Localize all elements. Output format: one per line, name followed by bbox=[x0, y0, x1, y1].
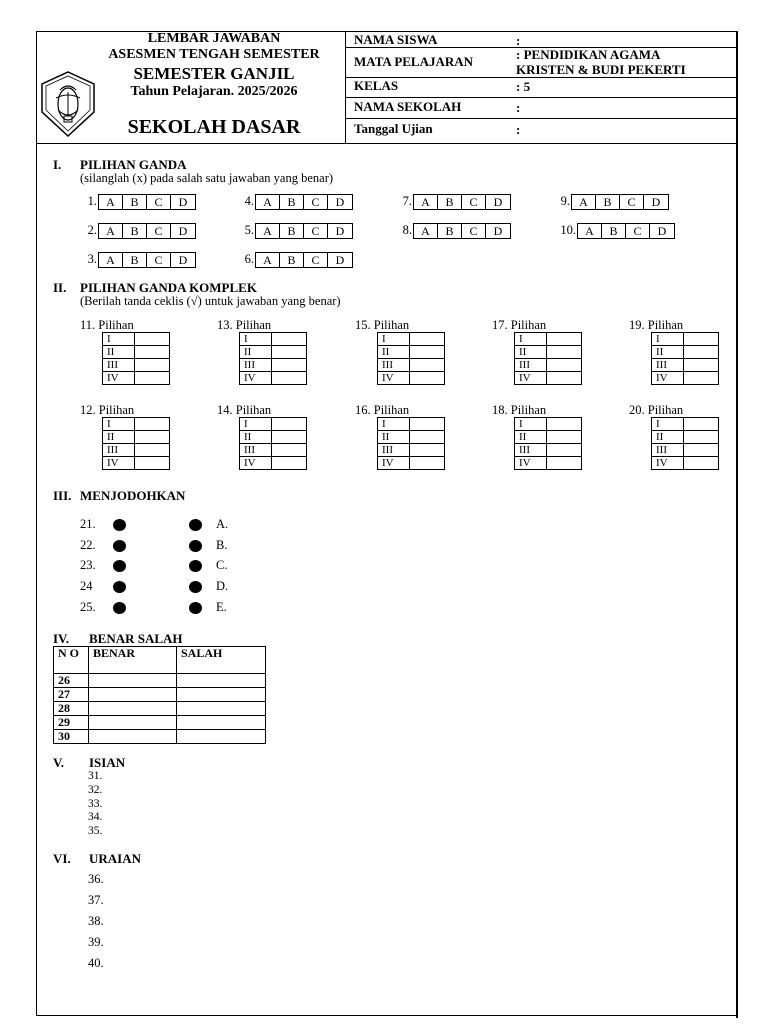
complex-choice-label: 20. Pilihan bbox=[629, 403, 684, 417]
match-left-number: 23. bbox=[80, 558, 96, 572]
section-4-title: BENAR SALAH bbox=[89, 631, 183, 646]
checkmark-cell[interactable] bbox=[684, 333, 719, 346]
match-right-dot[interactable] bbox=[189, 560, 202, 572]
statement-number: IV bbox=[515, 372, 547, 385]
table-row bbox=[652, 457, 719, 470]
mc-option-a[interactable]: A bbox=[99, 195, 123, 209]
statement-number: III bbox=[515, 359, 547, 372]
checkmark-cell[interactable] bbox=[135, 444, 170, 457]
info-row-divider bbox=[346, 77, 738, 78]
mc-item-number: 1. bbox=[87, 194, 97, 208]
value-mata-pelajaran[interactable]: : PENDIDIKAN AGAMA bbox=[516, 47, 661, 62]
complex-choice-table bbox=[377, 417, 445, 470]
title-semester: SEMESTER GANJIL bbox=[133, 64, 295, 83]
mc-option-c[interactable]: C bbox=[462, 224, 486, 238]
value-mata-pelajaran-line2: KRISTEN & BUDI PEKERTI bbox=[516, 62, 686, 77]
table-row bbox=[103, 372, 170, 385]
checkmark-cell[interactable] bbox=[547, 359, 582, 372]
mc-item-number: 4. bbox=[244, 194, 254, 208]
benar-cell[interactable] bbox=[89, 674, 177, 688]
mc-item-number: 9. bbox=[560, 194, 570, 208]
isian-item[interactable]: 35. bbox=[88, 825, 103, 837]
salah-cell[interactable] bbox=[177, 688, 266, 702]
section-5-number: V. bbox=[53, 755, 64, 770]
statement-number: I bbox=[515, 333, 547, 346]
mc-option-group bbox=[255, 223, 353, 239]
statement-number: IV bbox=[240, 372, 272, 385]
statement-number: III bbox=[378, 444, 410, 457]
table-row bbox=[515, 346, 582, 359]
mc-option-a[interactable]: A bbox=[99, 224, 123, 238]
mc-option-a[interactable]: A bbox=[572, 195, 596, 209]
checkmark-cell[interactable] bbox=[547, 372, 582, 385]
table-row bbox=[515, 372, 582, 385]
match-right-letter: A. bbox=[216, 517, 229, 531]
section-5-title: ISIAN bbox=[89, 755, 126, 770]
mc-option-c[interactable]: C bbox=[147, 224, 171, 238]
checkmark-cell[interactable] bbox=[684, 359, 719, 372]
row-number: 29 bbox=[54, 716, 89, 730]
uraian-item[interactable]: 39. bbox=[88, 935, 104, 949]
checkmark-cell[interactable] bbox=[272, 333, 307, 346]
checkmark-cell[interactable] bbox=[135, 431, 170, 444]
table-row bbox=[103, 431, 170, 444]
title-asesmen: ASESMEN TENGAH SEMESTER bbox=[108, 47, 320, 62]
table-row bbox=[515, 457, 582, 470]
complex-choice-table bbox=[651, 417, 719, 470]
statement-number: I bbox=[103, 333, 135, 346]
mc-option-group bbox=[255, 194, 353, 210]
checkmark-cell[interactable] bbox=[410, 346, 445, 359]
section-2-instruction: (Berilah tanda ceklis (√) untuk jawaban yang benar) bbox=[80, 294, 341, 308]
statement-number: IV bbox=[378, 372, 410, 385]
checkmark-cell[interactable] bbox=[135, 372, 170, 385]
table-row bbox=[103, 346, 170, 359]
statement-number: I bbox=[378, 333, 410, 346]
value-kelas[interactable]: : 5 bbox=[516, 79, 531, 94]
mc-option-b[interactable]: B bbox=[280, 195, 304, 209]
statement-number: I bbox=[515, 418, 547, 431]
complex-choice-table bbox=[102, 332, 170, 385]
benar-cell[interactable] bbox=[89, 688, 177, 702]
checkmark-cell[interactable] bbox=[547, 418, 582, 431]
checkmark-cell[interactable] bbox=[547, 333, 582, 346]
table-row bbox=[240, 418, 307, 431]
checkmark-cell[interactable] bbox=[410, 333, 445, 346]
complex-choice-table bbox=[377, 332, 445, 385]
statement-number: IV bbox=[103, 372, 135, 385]
mc-option-a[interactable]: A bbox=[99, 253, 123, 267]
mc-option-group bbox=[577, 223, 675, 239]
mc-option-d[interactable]: D bbox=[178, 224, 188, 238]
section-2-title: PILIHAN GANDA KOMPLEK bbox=[80, 280, 257, 295]
table-row bbox=[240, 372, 307, 385]
table-row bbox=[103, 457, 170, 470]
salah-cell[interactable] bbox=[177, 730, 266, 744]
mc-option-d[interactable]: D bbox=[335, 224, 345, 238]
isian-item[interactable]: 32. bbox=[88, 784, 103, 796]
statement-number: II bbox=[240, 431, 272, 444]
mc-option-a[interactable]: A bbox=[578, 224, 602, 238]
mc-item-number: 8. bbox=[402, 223, 412, 237]
checkmark-cell[interactable] bbox=[684, 431, 719, 444]
statement-number: III bbox=[240, 444, 272, 457]
section-1-title: PILIHAN GANDA bbox=[80, 157, 187, 172]
match-right-letter: C. bbox=[216, 558, 228, 572]
mc-option-b[interactable]: B bbox=[280, 253, 304, 267]
column-header-no: N O bbox=[54, 647, 89, 674]
checkmark-cell[interactable] bbox=[684, 372, 719, 385]
statement-number: I bbox=[652, 418, 684, 431]
statement-number: II bbox=[515, 431, 547, 444]
mc-option-group bbox=[98, 194, 196, 210]
mc-item-number: 5. bbox=[244, 223, 254, 237]
mc-option-group bbox=[413, 194, 511, 210]
value-nama-sekolah[interactable]: : bbox=[516, 100, 521, 115]
mc-option-a[interactable]: A bbox=[256, 195, 280, 209]
salah-cell[interactable] bbox=[177, 702, 266, 716]
table-row bbox=[515, 418, 582, 431]
mc-option-a[interactable]: A bbox=[256, 253, 280, 267]
mc-option-c[interactable]: C bbox=[304, 253, 328, 267]
table-row bbox=[652, 359, 719, 372]
complex-choice-table bbox=[514, 417, 582, 470]
row-number: 28 bbox=[54, 702, 89, 716]
checkmark-cell[interactable] bbox=[547, 457, 582, 470]
statement-number: III bbox=[378, 359, 410, 372]
table-row bbox=[378, 457, 445, 470]
isian-item[interactable]: 31. bbox=[88, 770, 103, 782]
mc-option-d[interactable]: D bbox=[335, 195, 345, 209]
mc-option-c[interactable]: C bbox=[147, 253, 171, 267]
match-right-letter: B. bbox=[216, 538, 228, 552]
section-1-number: I. bbox=[53, 157, 62, 172]
checkmark-cell[interactable] bbox=[684, 346, 719, 359]
complex-choice-label: 16. Pilihan bbox=[355, 403, 410, 417]
section-4-number: IV. bbox=[53, 631, 70, 646]
mc-option-b[interactable]: B bbox=[123, 253, 147, 267]
statement-number: II bbox=[103, 431, 135, 444]
table-row bbox=[103, 418, 170, 431]
mc-option-group bbox=[571, 194, 669, 210]
match-right-letter: E. bbox=[216, 600, 227, 614]
checkmark-cell[interactable] bbox=[547, 444, 582, 457]
checkmark-cell[interactable] bbox=[135, 346, 170, 359]
checkmark-cell[interactable] bbox=[272, 457, 307, 470]
label-nama-sekolah: NAMA SEKOLAH bbox=[354, 99, 462, 114]
table-row bbox=[240, 457, 307, 470]
statement-number: I bbox=[240, 418, 272, 431]
mc-option-c[interactable]: C bbox=[304, 195, 328, 209]
match-left-number: 24 bbox=[80, 579, 93, 593]
row-number: 27 bbox=[54, 688, 89, 702]
match-left-number: 21. bbox=[80, 517, 96, 531]
table-row bbox=[378, 418, 445, 431]
match-left-dot[interactable] bbox=[113, 581, 126, 593]
mc-item-number: 6. bbox=[244, 252, 254, 266]
info-row-divider bbox=[346, 97, 738, 98]
benar-cell[interactable] bbox=[89, 716, 177, 730]
table-row bbox=[54, 730, 266, 744]
match-left-dot[interactable] bbox=[113, 560, 126, 572]
match-left-dot[interactable] bbox=[113, 602, 126, 614]
title-tahun-pelajaran: Tahun Pelajaran. 2025/2026 bbox=[130, 84, 298, 99]
match-right-dot[interactable] bbox=[189, 602, 202, 614]
label-mata-pelajaran: MATA PELAJARAN bbox=[354, 54, 474, 69]
checkmark-cell[interactable] bbox=[135, 333, 170, 346]
mc-option-group bbox=[98, 252, 196, 268]
statement-number: IV bbox=[652, 457, 684, 470]
label-kelas: KELAS bbox=[354, 78, 399, 93]
table-row bbox=[378, 346, 445, 359]
mc-option-b[interactable]: B bbox=[602, 224, 626, 238]
statement-number: II bbox=[378, 431, 410, 444]
mc-option-group bbox=[98, 223, 196, 239]
mc-item-number: 3. bbox=[87, 252, 97, 266]
statement-number: I bbox=[103, 418, 135, 431]
complex-choice-label: 15. Pilihan bbox=[355, 318, 410, 332]
table-row bbox=[652, 418, 719, 431]
mc-item-number: 7. bbox=[402, 194, 412, 208]
statement-number: II bbox=[378, 346, 410, 359]
table-row bbox=[240, 444, 307, 457]
title-lembar-jawaban: LEMBAR JAWABAN bbox=[147, 31, 281, 46]
statement-number: IV bbox=[240, 457, 272, 470]
checkmark-cell[interactable] bbox=[684, 457, 719, 470]
column-header-benar: BENAR bbox=[89, 647, 177, 674]
mc-option-c[interactable]: C bbox=[462, 195, 486, 209]
checkmark-cell[interactable] bbox=[272, 418, 307, 431]
statement-number: II bbox=[652, 346, 684, 359]
complex-choice-label: 11. Pilihan bbox=[80, 318, 134, 332]
mc-option-a[interactable]: A bbox=[256, 224, 280, 238]
match-right-dot[interactable] bbox=[189, 519, 202, 531]
statement-number: IV bbox=[652, 372, 684, 385]
salah-cell[interactable] bbox=[177, 674, 266, 688]
statement-number: II bbox=[103, 346, 135, 359]
frame-right-edge bbox=[736, 144, 738, 1018]
title-sekolah-dasar: SEKOLAH DASAR bbox=[127, 116, 301, 138]
table-row bbox=[54, 688, 266, 702]
mc-option-c[interactable]: C bbox=[626, 224, 650, 238]
complex-choice-label: 18. Pilihan bbox=[492, 403, 547, 417]
checkmark-cell[interactable] bbox=[410, 444, 445, 457]
info-row-divider bbox=[346, 118, 738, 119]
table-row bbox=[240, 346, 307, 359]
table-row bbox=[240, 431, 307, 444]
statement-number: II bbox=[240, 346, 272, 359]
isian-item[interactable]: 33. bbox=[88, 798, 103, 810]
mc-option-b[interactable]: B bbox=[280, 224, 304, 238]
match-right-letter: D. bbox=[216, 579, 229, 593]
table-row bbox=[652, 372, 719, 385]
table-row bbox=[103, 333, 170, 346]
column-header-salah: SALAH bbox=[177, 647, 266, 674]
statement-number: IV bbox=[515, 457, 547, 470]
complex-choice-table bbox=[651, 332, 719, 385]
table-row bbox=[378, 444, 445, 457]
table-row bbox=[515, 431, 582, 444]
checkmark-cell[interactable] bbox=[410, 457, 445, 470]
isian-item[interactable]: 34. bbox=[88, 811, 103, 823]
table-row bbox=[652, 444, 719, 457]
section-1-instruction: (silanglah (x) pada salah satu jawaban yang benar) bbox=[80, 171, 334, 185]
match-left-dot[interactable] bbox=[113, 540, 126, 552]
mc-option-b[interactable]: B bbox=[438, 224, 462, 238]
mc-option-c[interactable]: C bbox=[147, 195, 171, 209]
checkmark-cell[interactable] bbox=[272, 359, 307, 372]
mc-option-d[interactable]: D bbox=[493, 195, 503, 209]
section-3-number: III. bbox=[53, 488, 72, 503]
checkmark-cell[interactable] bbox=[135, 418, 170, 431]
complex-choice-label: 17. Pilihan bbox=[492, 318, 547, 332]
complex-choice-table bbox=[239, 332, 307, 385]
checkmark-cell[interactable] bbox=[272, 346, 307, 359]
match-right-dot[interactable] bbox=[189, 581, 202, 593]
mc-option-b[interactable]: B bbox=[438, 195, 462, 209]
mc-option-c[interactable]: C bbox=[620, 195, 644, 209]
statement-number: IV bbox=[103, 457, 135, 470]
mc-item-number: 10. bbox=[560, 223, 576, 237]
checkmark-cell[interactable] bbox=[135, 457, 170, 470]
statement-number: III bbox=[652, 444, 684, 457]
complex-choice-table bbox=[102, 417, 170, 470]
mc-option-d[interactable]: D bbox=[651, 195, 661, 209]
row-number: 30 bbox=[54, 730, 89, 744]
table-header-row bbox=[54, 647, 266, 674]
table-row bbox=[515, 359, 582, 372]
table-row bbox=[54, 716, 266, 730]
mc-option-d[interactable]: D bbox=[493, 224, 503, 238]
value-nama-siswa[interactable]: : bbox=[516, 33, 521, 48]
statement-number: III bbox=[103, 359, 135, 372]
statement-number: II bbox=[515, 346, 547, 359]
row-number: 26 bbox=[54, 674, 89, 688]
table-row bbox=[240, 359, 307, 372]
table-row bbox=[652, 346, 719, 359]
benar-cell[interactable] bbox=[89, 730, 177, 744]
checkmark-cell[interactable] bbox=[684, 418, 719, 431]
complex-choice-label: 12. Pilihan bbox=[80, 403, 135, 417]
complex-choice-table bbox=[239, 417, 307, 470]
table-row bbox=[54, 702, 266, 716]
complex-choice-table bbox=[514, 332, 582, 385]
mc-option-d[interactable]: D bbox=[178, 253, 188, 267]
mc-option-a[interactable]: A bbox=[414, 195, 438, 209]
table-row bbox=[378, 372, 445, 385]
complex-choice-label: 14. Pilihan bbox=[217, 403, 272, 417]
mc-option-group bbox=[255, 252, 353, 268]
table-row bbox=[378, 333, 445, 346]
statement-number: II bbox=[652, 431, 684, 444]
checkmark-cell[interactable] bbox=[547, 431, 582, 444]
section-3-title: MENJODOHKAN bbox=[80, 488, 186, 503]
uraian-item[interactable]: 38. bbox=[88, 914, 104, 928]
table-row bbox=[515, 333, 582, 346]
section-6-title: URAIAN bbox=[89, 851, 141, 866]
match-right-dot[interactable] bbox=[189, 540, 202, 552]
checkmark-cell[interactable] bbox=[547, 346, 582, 359]
statement-number: IV bbox=[378, 457, 410, 470]
checkmark-cell[interactable] bbox=[272, 444, 307, 457]
complex-choice-label: 13. Pilihan bbox=[217, 318, 272, 332]
mc-item-number: 2. bbox=[87, 223, 97, 237]
table-row bbox=[103, 444, 170, 457]
statement-number: III bbox=[652, 359, 684, 372]
checkmark-cell[interactable] bbox=[410, 418, 445, 431]
match-left-dot[interactable] bbox=[113, 519, 126, 531]
table-row bbox=[54, 674, 266, 688]
section-2-number: II. bbox=[53, 280, 67, 295]
table-row bbox=[378, 359, 445, 372]
mc-option-b[interactable]: B bbox=[123, 224, 147, 238]
complex-choice-label: 19. Pilihan bbox=[629, 318, 684, 332]
checkmark-cell[interactable] bbox=[272, 372, 307, 385]
salah-cell[interactable] bbox=[177, 716, 266, 730]
table-row bbox=[103, 359, 170, 372]
checkmark-cell[interactable] bbox=[410, 359, 445, 372]
mc-option-c[interactable]: C bbox=[304, 224, 328, 238]
statement-number: I bbox=[378, 418, 410, 431]
uraian-item[interactable]: 36. bbox=[88, 872, 104, 886]
mc-option-d[interactable]: D bbox=[178, 195, 188, 209]
checkmark-cell[interactable] bbox=[272, 431, 307, 444]
statement-number: III bbox=[240, 359, 272, 372]
statement-number: III bbox=[103, 444, 135, 457]
true-false-table bbox=[53, 646, 266, 744]
statement-number: III bbox=[515, 444, 547, 457]
checkmark-cell[interactable] bbox=[410, 372, 445, 385]
section-6-number: VI. bbox=[53, 851, 71, 866]
mc-option-a[interactable]: A bbox=[414, 224, 438, 238]
checkmark-cell[interactable] bbox=[684, 444, 719, 457]
match-left-number: 22. bbox=[80, 538, 96, 552]
label-nama-siswa: NAMA SISWA bbox=[354, 32, 438, 47]
checkmark-cell[interactable] bbox=[135, 359, 170, 372]
table-row bbox=[652, 431, 719, 444]
uraian-item[interactable]: 37. bbox=[88, 893, 104, 907]
statement-number: I bbox=[652, 333, 684, 346]
mc-option-b[interactable]: B bbox=[123, 195, 147, 209]
table-row bbox=[378, 431, 445, 444]
value-tanggal-ujian[interactable]: : bbox=[516, 122, 521, 137]
statement-number: I bbox=[240, 333, 272, 346]
mc-option-group bbox=[413, 223, 511, 239]
mc-option-d[interactable]: D bbox=[335, 253, 345, 267]
mc-option-d[interactable]: D bbox=[657, 224, 667, 238]
label-tanggal-ujian: Tanggal Ujian bbox=[354, 121, 433, 136]
match-left-number: 25. bbox=[80, 600, 96, 614]
table-row bbox=[240, 333, 307, 346]
table-row bbox=[515, 444, 582, 457]
mc-option-b[interactable]: B bbox=[596, 195, 620, 209]
table-row bbox=[652, 333, 719, 346]
checkmark-cell[interactable] bbox=[410, 431, 445, 444]
benar-cell[interactable] bbox=[89, 702, 177, 716]
uraian-item[interactable]: 40. bbox=[88, 956, 104, 970]
